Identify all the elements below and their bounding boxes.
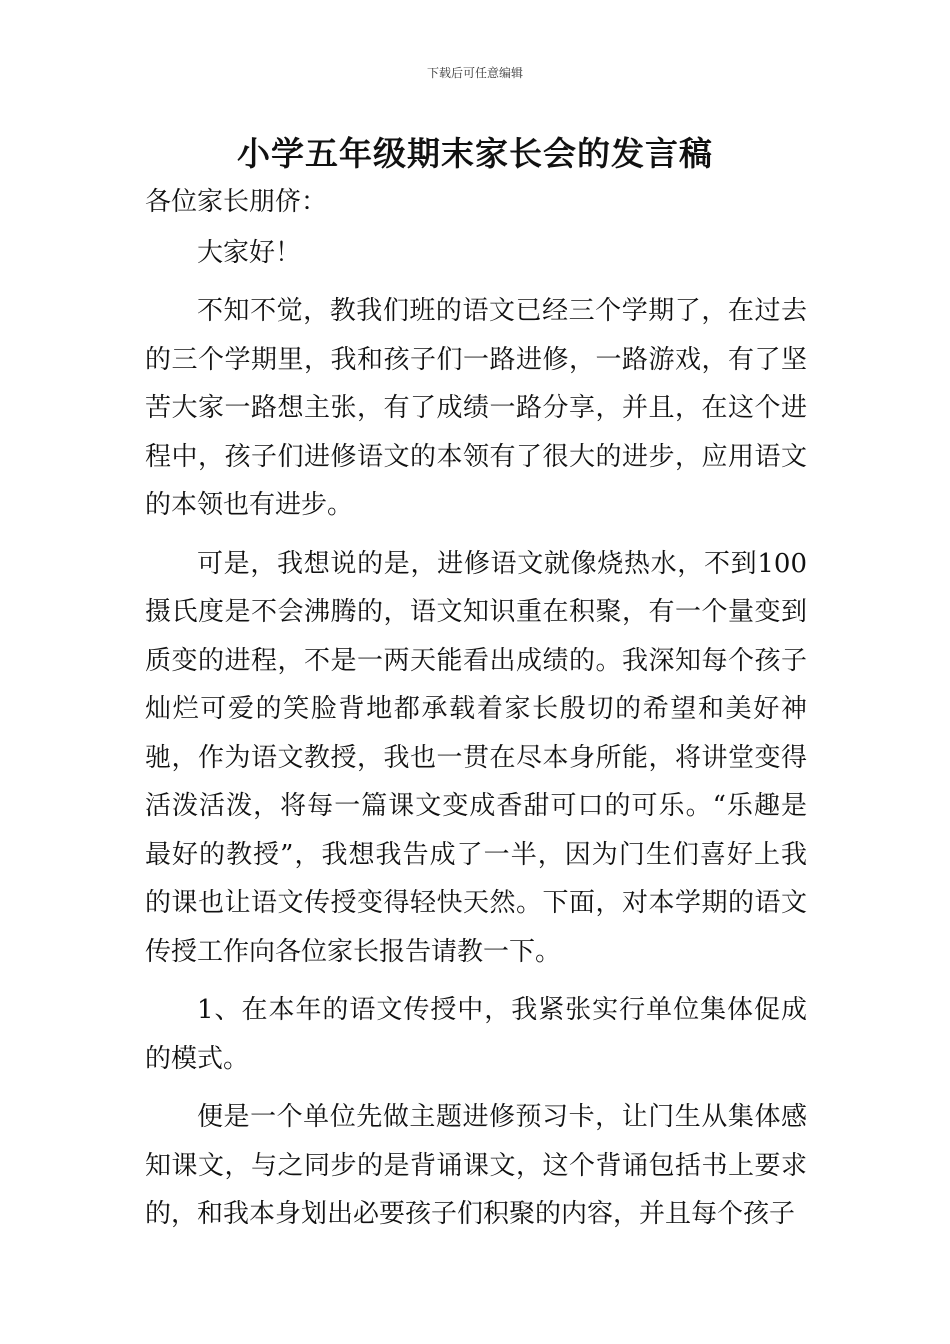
paragraph-3: 1、在本年的语文传授中，我紧张实行单位集体促成的模式。 xyxy=(145,995,807,1074)
paragraph-1: 不知不觉，教我们班的语文已经三个学期了，在过去的三个学期里，我和孩子们一路进修，一路游戏，有了坚苦大家一路想主张，有了成绩一路分享，并且，在这个进程中，孩子们进修语文的本领有了很大的进步，应用语文的本领也有进步。 xyxy=(145,296,807,520)
salutation: 各位家长朋侪： xyxy=(145,187,328,217)
document-body xyxy=(145,178,807,1239)
page-header: 下载后可任意编辑 xyxy=(426,66,523,80)
document-title: 小学五年级期末家长会的发言稿 xyxy=(237,134,713,173)
paragraph-4: 便是一个单位先做主题进修预习卡，让门生从集体感知课文，与之同步的是背诵课文，这个背诵包括书上要求的，和我本身划出必要孩子们积聚的内容，并且每个孩子 xyxy=(145,1102,807,1229)
greeting: 大家好！ xyxy=(197,237,302,268)
paragraph-2: 可是，我想说的是，进修语文就像烧热水，不到100摄氏度是不会沸腾的，语文知识重在积聚，有一个量变到质变的进程，不是一两天能看出成绩的。我深知每个孩子灿烂可爱的笑脸背地都承载着家长殷切的希望和美好神驰，作为语文教授，我也一贯在尽本身所能，将讲堂变得活泼活泼，将每一篇课文变成香甜可口的可乐。“乐趣是最好的教授”，我想我告成了一半，因为门生们喜好上我的课也让语文传授变得轻快天然。下面，对本学期的语文传授工作向各位家长报告请教一下。 xyxy=(145,548,807,967)
